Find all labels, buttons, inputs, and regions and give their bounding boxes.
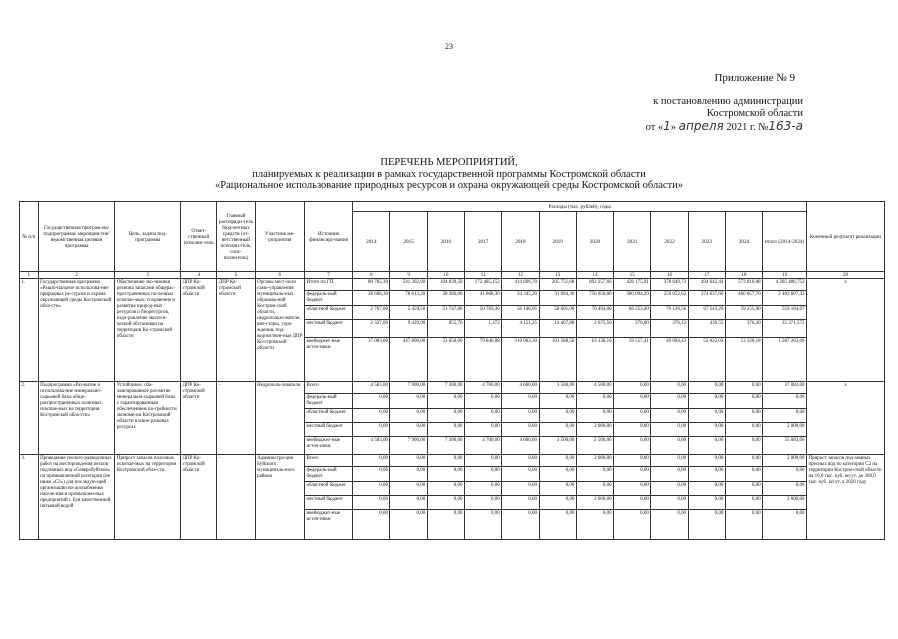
amount-cell: 2 000,00 (763, 423, 807, 437)
column-number: 7 (304, 272, 352, 279)
source-cell: местный бюджет (304, 320, 352, 338)
responsible-cell: ДПР Ко-стромской области (181, 382, 217, 455)
amount-cell: 559 164,67 (763, 306, 807, 320)
goal-cell: Обеспечение эко-номики региона запасами общерас-пространенных по-лезных ископае-мых; сохранение и развитие природ-ных ресурсов и биоресурсов, оздо-ровление экологи-ческой обстановки на территории Ко-стромской области (115, 279, 181, 382)
amount-cell: 0,00 (465, 467, 502, 482)
col-head-result: Конечный результат реализации (806, 202, 884, 272)
amount-cell: 79 846,08 (465, 338, 502, 382)
amount-cell: 0,00 (614, 394, 651, 409)
amount-cell: 0,00 (502, 394, 539, 409)
amount-cell: 2 767,00 (353, 306, 390, 320)
amount-cell: 2 000,00 (763, 496, 807, 510)
page-number: 23 (445, 42, 453, 51)
measures-table (19, 201, 885, 540)
program-cell: Государственная программа «Рацио-нальное использова-ние природных ре-сурсов и охрана окружающей среды Костромской обла-сти» (38, 279, 115, 382)
resolution-date (543, 120, 803, 134)
amount-cell: 0,00 (614, 482, 651, 496)
column-number: 12 (502, 272, 539, 279)
amount-cell: 0,00 (688, 496, 725, 510)
amount-cell: 3 500,00 (539, 437, 576, 455)
amount-cell: 38 608,30 (353, 291, 390, 306)
amount-cell: 0,00 (651, 455, 688, 467)
amount-cell: 0,00 (390, 467, 427, 482)
amount-cell: 78 613,20 (390, 291, 427, 306)
amount-cell: 4 600,00 (502, 437, 539, 455)
year-head: 2016 (427, 212, 464, 272)
amount-cell: 4 700,00 (465, 382, 502, 394)
administrator-cell: - (217, 455, 255, 540)
column-number: 9 (390, 272, 427, 279)
amount-cell: 0,00 (614, 467, 651, 482)
amount-cell: 1 287 263,09 (763, 338, 807, 382)
amount-cell: 0,00 (502, 496, 539, 510)
amount-cell: 49 094,43 (651, 338, 688, 382)
amount-cell: 0,00 (427, 409, 464, 423)
year-head: 2014 (353, 212, 390, 272)
amount-cell: 53 320,18 (725, 338, 762, 382)
amount-cell: 67 543,26 (688, 306, 725, 320)
col-head-program: Государственная програм-ма/подпрограмма/ мероприя-тие/ведомственная целевая программа (38, 202, 115, 272)
amount-cell: 0,00 (353, 510, 390, 540)
amount-cell: 4 151,25 (502, 320, 539, 338)
amount-cell: 0,00 (576, 394, 613, 409)
amount-cell: 0,00 (614, 496, 651, 510)
date-day: 1 (663, 119, 671, 133)
amount-cell: 0,00 (614, 437, 651, 455)
year-head: 2018 (502, 212, 539, 272)
amount-cell: 0,00 (576, 510, 613, 540)
amount-cell: 66 253,40 (614, 306, 651, 320)
amount-cell: 51 747,80 (427, 306, 464, 320)
amount-cell: 0,00 (763, 394, 807, 409)
amount-cell: 37 083,00 (353, 338, 390, 382)
amount-cell: 31 094,30 (539, 291, 576, 306)
amount-cell: 0,00 (427, 423, 464, 437)
col-head-expenses: Расходы (тыс. рублей), годы (353, 202, 807, 212)
amount-cell: 259 052,62 (651, 291, 688, 306)
source-cell: внебюджет-ные источ-ники (304, 510, 352, 540)
amount-cell: 0,00 (353, 455, 390, 467)
amount-cell: 5 459,50 (390, 306, 427, 320)
amount-cell: 0,00 (688, 382, 725, 394)
amount-cell: 2 000,00 (763, 455, 807, 467)
amount-cell: 205 751,68 (539, 279, 576, 291)
amount-cell: 80 785,30 (353, 279, 390, 291)
amount-cell: 7 300,00 (427, 382, 464, 394)
amount-cell: 0,00 (651, 394, 688, 409)
column-number: 15 (614, 272, 651, 279)
source-cell: местный бюджет (304, 496, 352, 510)
program-cell: Проведение геолого-разведочных работ на месторождения песков подземных вод «Северобуйское» по промышленной категории (не ниже «С2») для последую-щей организации во-доснабжения населе-ния в промышлен-ных предприятий г. Буя качественной питьевой водой (38, 455, 115, 540)
amount-cell: 70 494,00 (576, 306, 613, 320)
amount-cell: 7 900,00 (390, 382, 427, 394)
resolution-line-1: к постановлению администрации (653, 96, 803, 107)
table-row (20, 455, 885, 467)
amount-cell: 0,00 (539, 423, 576, 437)
amount-cell: 3 500,00 (539, 382, 576, 394)
column-number: 10 (427, 272, 464, 279)
amount-cell: 0,00 (353, 482, 390, 496)
amount-cell: 0,00 (539, 496, 576, 510)
amount-cell: 2 327,00 (353, 320, 390, 338)
table-row (20, 382, 885, 394)
column-number: 13 (539, 272, 576, 279)
amount-cell: 0,00 (576, 482, 613, 496)
amount-cell: 0,00 (576, 467, 613, 482)
col-head-goal: Цель, задача под-программы (115, 202, 181, 272)
amount-cell: 378 649,73 (651, 279, 688, 291)
year-head: 2019 (539, 212, 576, 272)
amount-cell: 0,00 (725, 455, 762, 467)
amount-cell: 0,00 (651, 409, 688, 423)
column-number: 17 (688, 272, 725, 279)
date-prefix: от « (645, 122, 664, 133)
responsible-cell: ДПР Ко-стромской области (181, 279, 217, 382)
amount-cell: 41 868,30 (465, 291, 502, 306)
amount-cell: 0,00 (465, 409, 502, 423)
amount-cell: 0,00 (688, 394, 725, 409)
amount-cell: 0,00 (390, 394, 427, 409)
amount-cell: 0,00 (353, 423, 390, 437)
amount-cell: 0,00 (725, 409, 762, 423)
appendix-label: Приложение № 9 (714, 72, 795, 84)
amount-cell: 0,00 (465, 394, 502, 409)
amount-cell: 0,00 (353, 467, 390, 482)
amount-cell: 0,00 (614, 382, 651, 394)
responsible-cell: ДПР Ко-стромской области (181, 455, 217, 540)
amount-cell: 0,00 (502, 482, 539, 496)
amount-cell: 300 094,20 (614, 291, 651, 306)
amount-cell: 0,00 (539, 482, 576, 496)
amount-cell: 460 857,70 (725, 291, 762, 306)
source-cell: областной бюджет (304, 409, 352, 423)
amount-cell: 0,00 (502, 423, 539, 437)
col-head-no: № п/п (20, 202, 39, 272)
amount-cell: 0,00 (427, 467, 464, 482)
amount-cell: 4 700,00 (465, 437, 502, 455)
amount-cell: 0,00 (688, 409, 725, 423)
amount-cell: 37 083,00 (763, 382, 807, 394)
program-cell: Подпрограмма «Раз-витие и использова-ние минерально-сырьевой базы обще-распространенных полезных ископае-мых на территории Костромской обла-сти» (38, 382, 115, 455)
amount-cell: 0,00 (688, 455, 725, 467)
source-cell: Всего (304, 382, 352, 394)
amount-cell: 14 467,88 (539, 320, 576, 338)
document-subtitle-1: планируемых к реализации в рамках государственной программы Костромской области (252, 168, 646, 180)
amount-cell: 0,00 (502, 455, 539, 467)
column-number: 6 (255, 272, 304, 279)
amount-cell: 7 900,00 (390, 437, 427, 455)
amount-cell: 59 255,90 (725, 306, 762, 320)
source-cell: внебюджет-ные источ-ники (304, 338, 352, 382)
amount-cell: 7 300,00 (427, 437, 464, 455)
amount-cell: 0,00 (688, 510, 725, 540)
source-cell: областной бюджет (304, 482, 352, 496)
document-header (0, 157, 898, 192)
column-number: 2 (38, 272, 115, 279)
amount-cell: 0,00 (390, 423, 427, 437)
amount-cell: 319 963,30 (502, 338, 539, 382)
amount-cell: 0,00 (725, 510, 762, 540)
amount-cell: 855,70 (427, 320, 464, 338)
amount-cell: 0,00 (539, 510, 576, 540)
amount-cell: 0,00 (576, 409, 613, 423)
source-cell: федераль-ный бюджет (304, 394, 352, 409)
amount-cell: 56 146,95 (502, 306, 539, 320)
amount-cell: 59 557,41 (614, 338, 651, 382)
amount-cell: 0,00 (465, 423, 502, 437)
resolution-block (543, 96, 803, 134)
col-head-source: Источник финансиро-вания (304, 202, 352, 272)
table-row (20, 279, 885, 291)
amount-cell: 892 357,66 (576, 279, 613, 291)
amount-cell: 0,00 (763, 467, 807, 482)
amount-cell: 0,00 (763, 482, 807, 496)
amount-cell: 0,00 (502, 467, 539, 482)
column-number: 4 (181, 272, 217, 279)
participants-cell: Недрополь-зователи (255, 382, 304, 455)
amount-cell: 4 285 406,752 (763, 279, 807, 291)
amount-cell: 0,00 (725, 467, 762, 482)
participants-cell: Органы мест-ного само-управления муниципаль-ных образова-ний Костром-ской области, недропользо-ватели, вне-сторы, учре-ждения, под-ведомствен-ные ДПР Ко-стромской области (255, 279, 304, 382)
amount-cell: 0,00 (427, 510, 464, 540)
col-head-participants: Участник ме-роприятия (255, 202, 304, 272)
col-head-administrator: Главный распоряди-тель бюд-жетных средств (от-ветственный исполни-тель, соис-полнитель) (217, 202, 255, 272)
amount-cell: 28 386,00 (427, 291, 464, 306)
goal-cell: Прирост запасов полезных ископае-мых на территории Костромской обла-сти (115, 455, 181, 540)
amount-cell: 414 606,70 (502, 279, 539, 291)
amount-cell: 0,00 (465, 510, 502, 540)
amount-cell: 70 126,56 (651, 306, 688, 320)
amount-cell: 0,00 (725, 496, 762, 510)
amount-cell: 270,90 (614, 320, 651, 338)
year-head-total: итого (2014-2024) (763, 212, 807, 272)
amount-cell: 0,00 (427, 394, 464, 409)
date-number: 163-а (768, 119, 803, 133)
amount-cell: 0,00 (651, 510, 688, 540)
amount-cell: 0,00 (651, 496, 688, 510)
resolution-line-2: Костромской области (706, 108, 803, 119)
amount-cell: 0,00 (390, 496, 427, 510)
amount-cell: 0,00 (390, 455, 427, 467)
source-cell: Итого по ГП (304, 279, 352, 291)
goal-cell: Устойчивое, сба-лансированное раз-витие минерально-сырьевой базы с гарантированным обеспечением по-требности экономи-ки Костромской области в мине-ральных ресурсах (115, 382, 181, 455)
amount-cell: 0,00 (539, 409, 576, 423)
amount-cell: 0,00 (688, 423, 725, 437)
amount-cell: 0,00 (502, 409, 539, 423)
amount-cell: 2 000,00 (576, 455, 613, 467)
document-title: ПЕРЕЧЕНЬ МЕРОПРИЯТИЙ, (380, 157, 518, 168)
amount-cell: 0,00 (651, 437, 688, 455)
amount-cell: 0,00 (725, 482, 762, 496)
amount-cell: 0,00 (651, 382, 688, 394)
amount-cell: 0,00 (390, 409, 427, 423)
amount-cell: 0,00 (725, 437, 762, 455)
amount-cell: 376,30 (725, 320, 762, 338)
result-cell: Прирост запасов под-земных пресных вод по категории С2 на территории Костром-ской области на 10,0 тыс. куб. м/сут. до 360,0 тыс. куб. м/сут. к 2020 году (806, 455, 884, 540)
column-number: 16 (651, 272, 688, 279)
amount-cell: 0,00 (390, 482, 427, 496)
amount-cell: 573 810,08 (725, 279, 762, 291)
amount-cell: 0,00 (539, 467, 576, 482)
amount-cell: 0,00 (539, 455, 576, 467)
amount-cell: 0,00 (539, 394, 576, 409)
amount-cell: 4 600,00 (502, 382, 539, 394)
amount-cell: 35 083,00 (763, 437, 807, 455)
amount-cell: 52 022,03 (688, 338, 725, 382)
amount-cell: 35 371,572 (763, 320, 807, 338)
column-number: 1 (20, 272, 39, 279)
row-number: 2. (20, 382, 39, 455)
column-number: 14 (576, 272, 613, 279)
source-cell: федераль-ный бюджет (304, 291, 352, 306)
year-head: 2020 (576, 212, 613, 272)
amount-cell: 0,00 (353, 496, 390, 510)
result-cell: х (806, 279, 884, 382)
column-number: 19 (763, 272, 807, 279)
amount-cell: 376,12 (651, 320, 688, 338)
date-mid: » (670, 122, 679, 133)
amount-cell: 0,00 (688, 467, 725, 482)
amount-cell: 0,00 (614, 510, 651, 540)
amount-cell: 426 175,91 (614, 279, 651, 291)
col-head-responsible: Ответ-ственный исполни-тель (181, 202, 217, 272)
year-head: 2021 (614, 212, 651, 272)
amount-cell: 0,00 (763, 409, 807, 423)
source-cell: федераль-ный бюджет (304, 467, 352, 482)
amount-cell: 2 500,00 (576, 437, 613, 455)
row-number: 1. (20, 279, 39, 382)
amount-cell: 0,00 (465, 482, 502, 496)
result-cell: х (806, 382, 884, 455)
amount-cell: 494 642,44 (688, 279, 725, 291)
amount-cell: 101 588,50 (539, 338, 576, 382)
column-number: 20 (806, 272, 884, 279)
year-head: 2017 (465, 212, 502, 272)
amount-cell: 63 138,16 (576, 338, 613, 382)
date-month: апреля (678, 119, 724, 133)
amount-cell: 23 850,00 (427, 338, 464, 382)
participants-cell: Администра-ция Буйского муниципаль-ного района (255, 455, 304, 540)
amount-cell: 58 601,00 (539, 306, 576, 320)
year-head: 2024 (725, 212, 762, 272)
amount-cell: 0,00 (502, 510, 539, 540)
amount-cell: 0,00 (427, 455, 464, 467)
column-number-row (20, 272, 885, 279)
column-number: 3 (115, 272, 181, 279)
column-number: 18 (725, 272, 762, 279)
amount-cell: 0,00 (725, 382, 762, 394)
amount-cell: 0,00 (725, 423, 762, 437)
amount-cell: 0,00 (651, 423, 688, 437)
year-head: 2022 (651, 212, 688, 272)
amount-cell: 2 000,00 (576, 423, 613, 437)
amount-cell: 104 839,50 (427, 279, 464, 291)
source-cell: Всего (304, 455, 352, 467)
amount-cell: 2 403 607,42 (763, 291, 807, 306)
amount-cell: 4 583,00 (353, 382, 390, 394)
amount-cell: 374 637,60 (688, 291, 725, 306)
amount-cell: 0,00 (651, 467, 688, 482)
amount-cell: 756 050,00 (576, 291, 613, 306)
source-cell: областной бюджет (304, 306, 352, 320)
source-cell: внебюджет-ные источ-ники (304, 437, 352, 455)
amount-cell: 0,00 (390, 510, 427, 540)
amount-cell: 0,00 (465, 496, 502, 510)
column-number: 5 (217, 272, 255, 279)
amount-cell: 0,00 (427, 482, 464, 496)
administrator-cell: - (217, 382, 255, 455)
amount-cell: 1,472 (465, 320, 502, 338)
amount-cell: 0,00 (353, 394, 390, 409)
amount-cell: 439,55 (688, 320, 725, 338)
amount-cell: 0,00 (614, 409, 651, 423)
source-cell: местный бюджет (304, 423, 352, 437)
amount-cell: 0,00 (763, 510, 807, 540)
amount-cell: 0,00 (614, 423, 651, 437)
amount-cell: 541 302,60 (390, 279, 427, 291)
administrator-cell: ДПР Ко-стромской области (217, 279, 255, 382)
amount-cell: 9 429,90 (390, 320, 427, 338)
document-subtitle-2: «Рациональное использование природных ресурсов и охрана окружающей среды Костромской области» (214, 180, 684, 191)
amount-cell: 0,00 (465, 455, 502, 467)
amount-cell: 0,00 (688, 482, 725, 496)
column-number: 11 (465, 272, 502, 279)
amount-cell: 4 500,00 (576, 382, 613, 394)
row-number: 3. (20, 455, 39, 540)
amount-cell: 0,00 (614, 455, 651, 467)
amount-cell: 447 800,00 (390, 338, 427, 382)
amount-cell: 0,00 (651, 482, 688, 496)
amount-cell: 0,00 (688, 437, 725, 455)
amount-cell: 0,00 (353, 409, 390, 423)
amount-cell: 0,00 (725, 394, 762, 409)
amount-cell: 50 769,30 (465, 306, 502, 320)
amount-cell: 0,00 (427, 496, 464, 510)
amount-cell: 34 345,20 (502, 291, 539, 306)
amount-cell: 172 485,152 (465, 279, 502, 291)
column-number: 8 (353, 272, 390, 279)
amount-cell: 2 000,00 (576, 496, 613, 510)
date-year: 2021 г. № (723, 122, 769, 133)
year-head: 2015 (390, 212, 427, 272)
year-head: 2023 (688, 212, 725, 272)
amount-cell: 2 675,50 (576, 320, 613, 338)
amount-cell: 4 583,00 (353, 437, 390, 455)
